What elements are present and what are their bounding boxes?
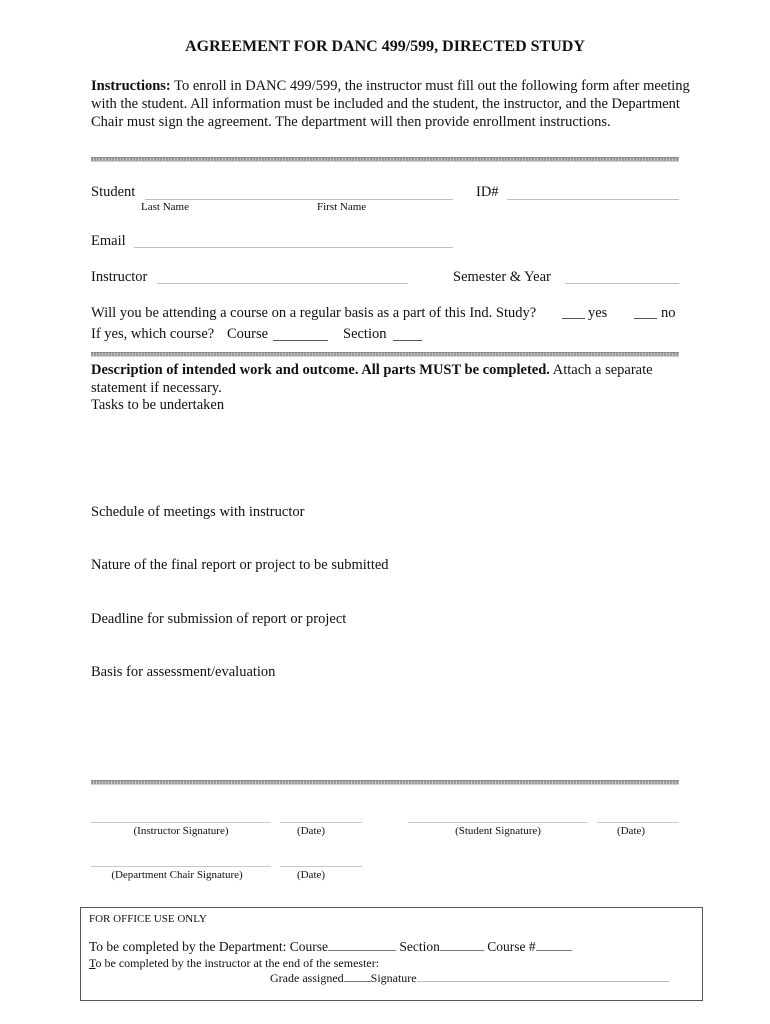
office-use-header: FOR OFFICE USE ONLY bbox=[89, 913, 207, 925]
which-course-label: If yes, which course? bbox=[91, 326, 215, 342]
yes-blank[interactable] bbox=[562, 318, 585, 319]
divider bbox=[91, 780, 679, 785]
department-row bbox=[89, 938, 572, 955]
section-field[interactable] bbox=[393, 340, 422, 341]
description-block bbox=[91, 361, 681, 397]
grade-row bbox=[270, 971, 669, 986]
first-name-caption: First Name bbox=[317, 201, 367, 213]
semester-year-field[interactable] bbox=[565, 283, 679, 284]
description-heading: Description of intended work and outcome. All parts MUST be completed. bbox=[91, 362, 550, 378]
office-course-field[interactable] bbox=[328, 938, 396, 951]
id-label: ID# bbox=[476, 184, 499, 200]
instructor-field[interactable] bbox=[157, 283, 408, 284]
no-blank[interactable] bbox=[634, 318, 657, 319]
instructions bbox=[91, 77, 691, 131]
instructor-signature-line[interactable] bbox=[91, 822, 271, 823]
yes-label: yes bbox=[588, 305, 608, 321]
instructor-date-line[interactable] bbox=[280, 822, 362, 823]
office-signature-label: Signature bbox=[370, 971, 417, 985]
chair-signature-line[interactable] bbox=[91, 866, 271, 867]
page-title: AGREEMENT FOR DANC 499/599, DIRECTED STUDY bbox=[185, 38, 585, 55]
email-label: Email bbox=[91, 233, 126, 249]
student-date-line[interactable] bbox=[597, 822, 679, 823]
deadline-label: Deadline for submission of report or project bbox=[91, 611, 347, 627]
chair-signature-caption: (Department Chair Signature) bbox=[111, 869, 243, 881]
chair-date-line[interactable] bbox=[280, 866, 362, 867]
grade-field[interactable] bbox=[344, 971, 371, 982]
attending-question: Will you be attending a course on a regular basis as a part of this Ind. Study? bbox=[91, 305, 537, 321]
instructions-text: To enroll in DANC 499/599, the instructor must fill out the following form after meeting with the student. All information must be included and the student, the instructor, and the Department Chair must sign the agreement. The department will then provide enrollment instructions. bbox=[91, 78, 690, 130]
nature-label: Nature of the final report or project to be submitted bbox=[91, 557, 389, 573]
student-name-field[interactable] bbox=[145, 199, 453, 200]
instructor-signature-caption: (Instructor Signature) bbox=[133, 825, 229, 837]
instructor-line-initial: T bbox=[89, 956, 96, 970]
office-section-field[interactable] bbox=[440, 938, 484, 951]
instructions-label: Instructions: bbox=[91, 78, 171, 94]
student-label: Student bbox=[91, 184, 136, 200]
description-attach: Attach a separate statement if necessary. bbox=[91, 362, 653, 396]
office-course-number-field[interactable] bbox=[536, 938, 572, 951]
divider bbox=[91, 157, 679, 162]
schedule-label: Schedule of meetings with instructor bbox=[91, 504, 305, 520]
course-field[interactable] bbox=[273, 340, 328, 341]
student-signature-line[interactable] bbox=[408, 822, 588, 823]
student-signature-caption: (Student Signature) bbox=[455, 825, 541, 837]
no-label: no bbox=[661, 305, 676, 321]
office-section-label: Section bbox=[399, 939, 440, 954]
chair-date-caption: (Date) bbox=[296, 869, 326, 881]
office-signature-field[interactable] bbox=[417, 971, 669, 982]
tasks-label: Tasks to be undertaken bbox=[91, 397, 225, 413]
instructor-completion-line bbox=[89, 956, 379, 971]
department-line-label: To be completed by the Department: bbox=[89, 939, 287, 954]
student-date-caption: (Date) bbox=[616, 825, 646, 837]
email-field[interactable] bbox=[134, 247, 453, 248]
divider bbox=[91, 352, 679, 357]
last-name-caption: Last Name bbox=[141, 201, 189, 213]
instructor-date-caption: (Date) bbox=[296, 825, 326, 837]
office-course-number-label: Course # bbox=[487, 939, 536, 954]
grade-label: Grade assigned bbox=[270, 971, 344, 985]
semester-year-label: Semester & Year bbox=[453, 269, 551, 285]
office-course-label: Course bbox=[289, 939, 328, 954]
section-label: Section bbox=[343, 326, 387, 342]
instructor-label: Instructor bbox=[91, 269, 148, 285]
instructor-line-text: o be completed by the instructor at the end of the semester: bbox=[95, 956, 380, 970]
course-label: Course bbox=[227, 326, 269, 342]
office-use-box bbox=[80, 907, 703, 1001]
id-field[interactable] bbox=[507, 199, 679, 200]
basis-label: Basis for assessment/evaluation bbox=[91, 664, 276, 680]
